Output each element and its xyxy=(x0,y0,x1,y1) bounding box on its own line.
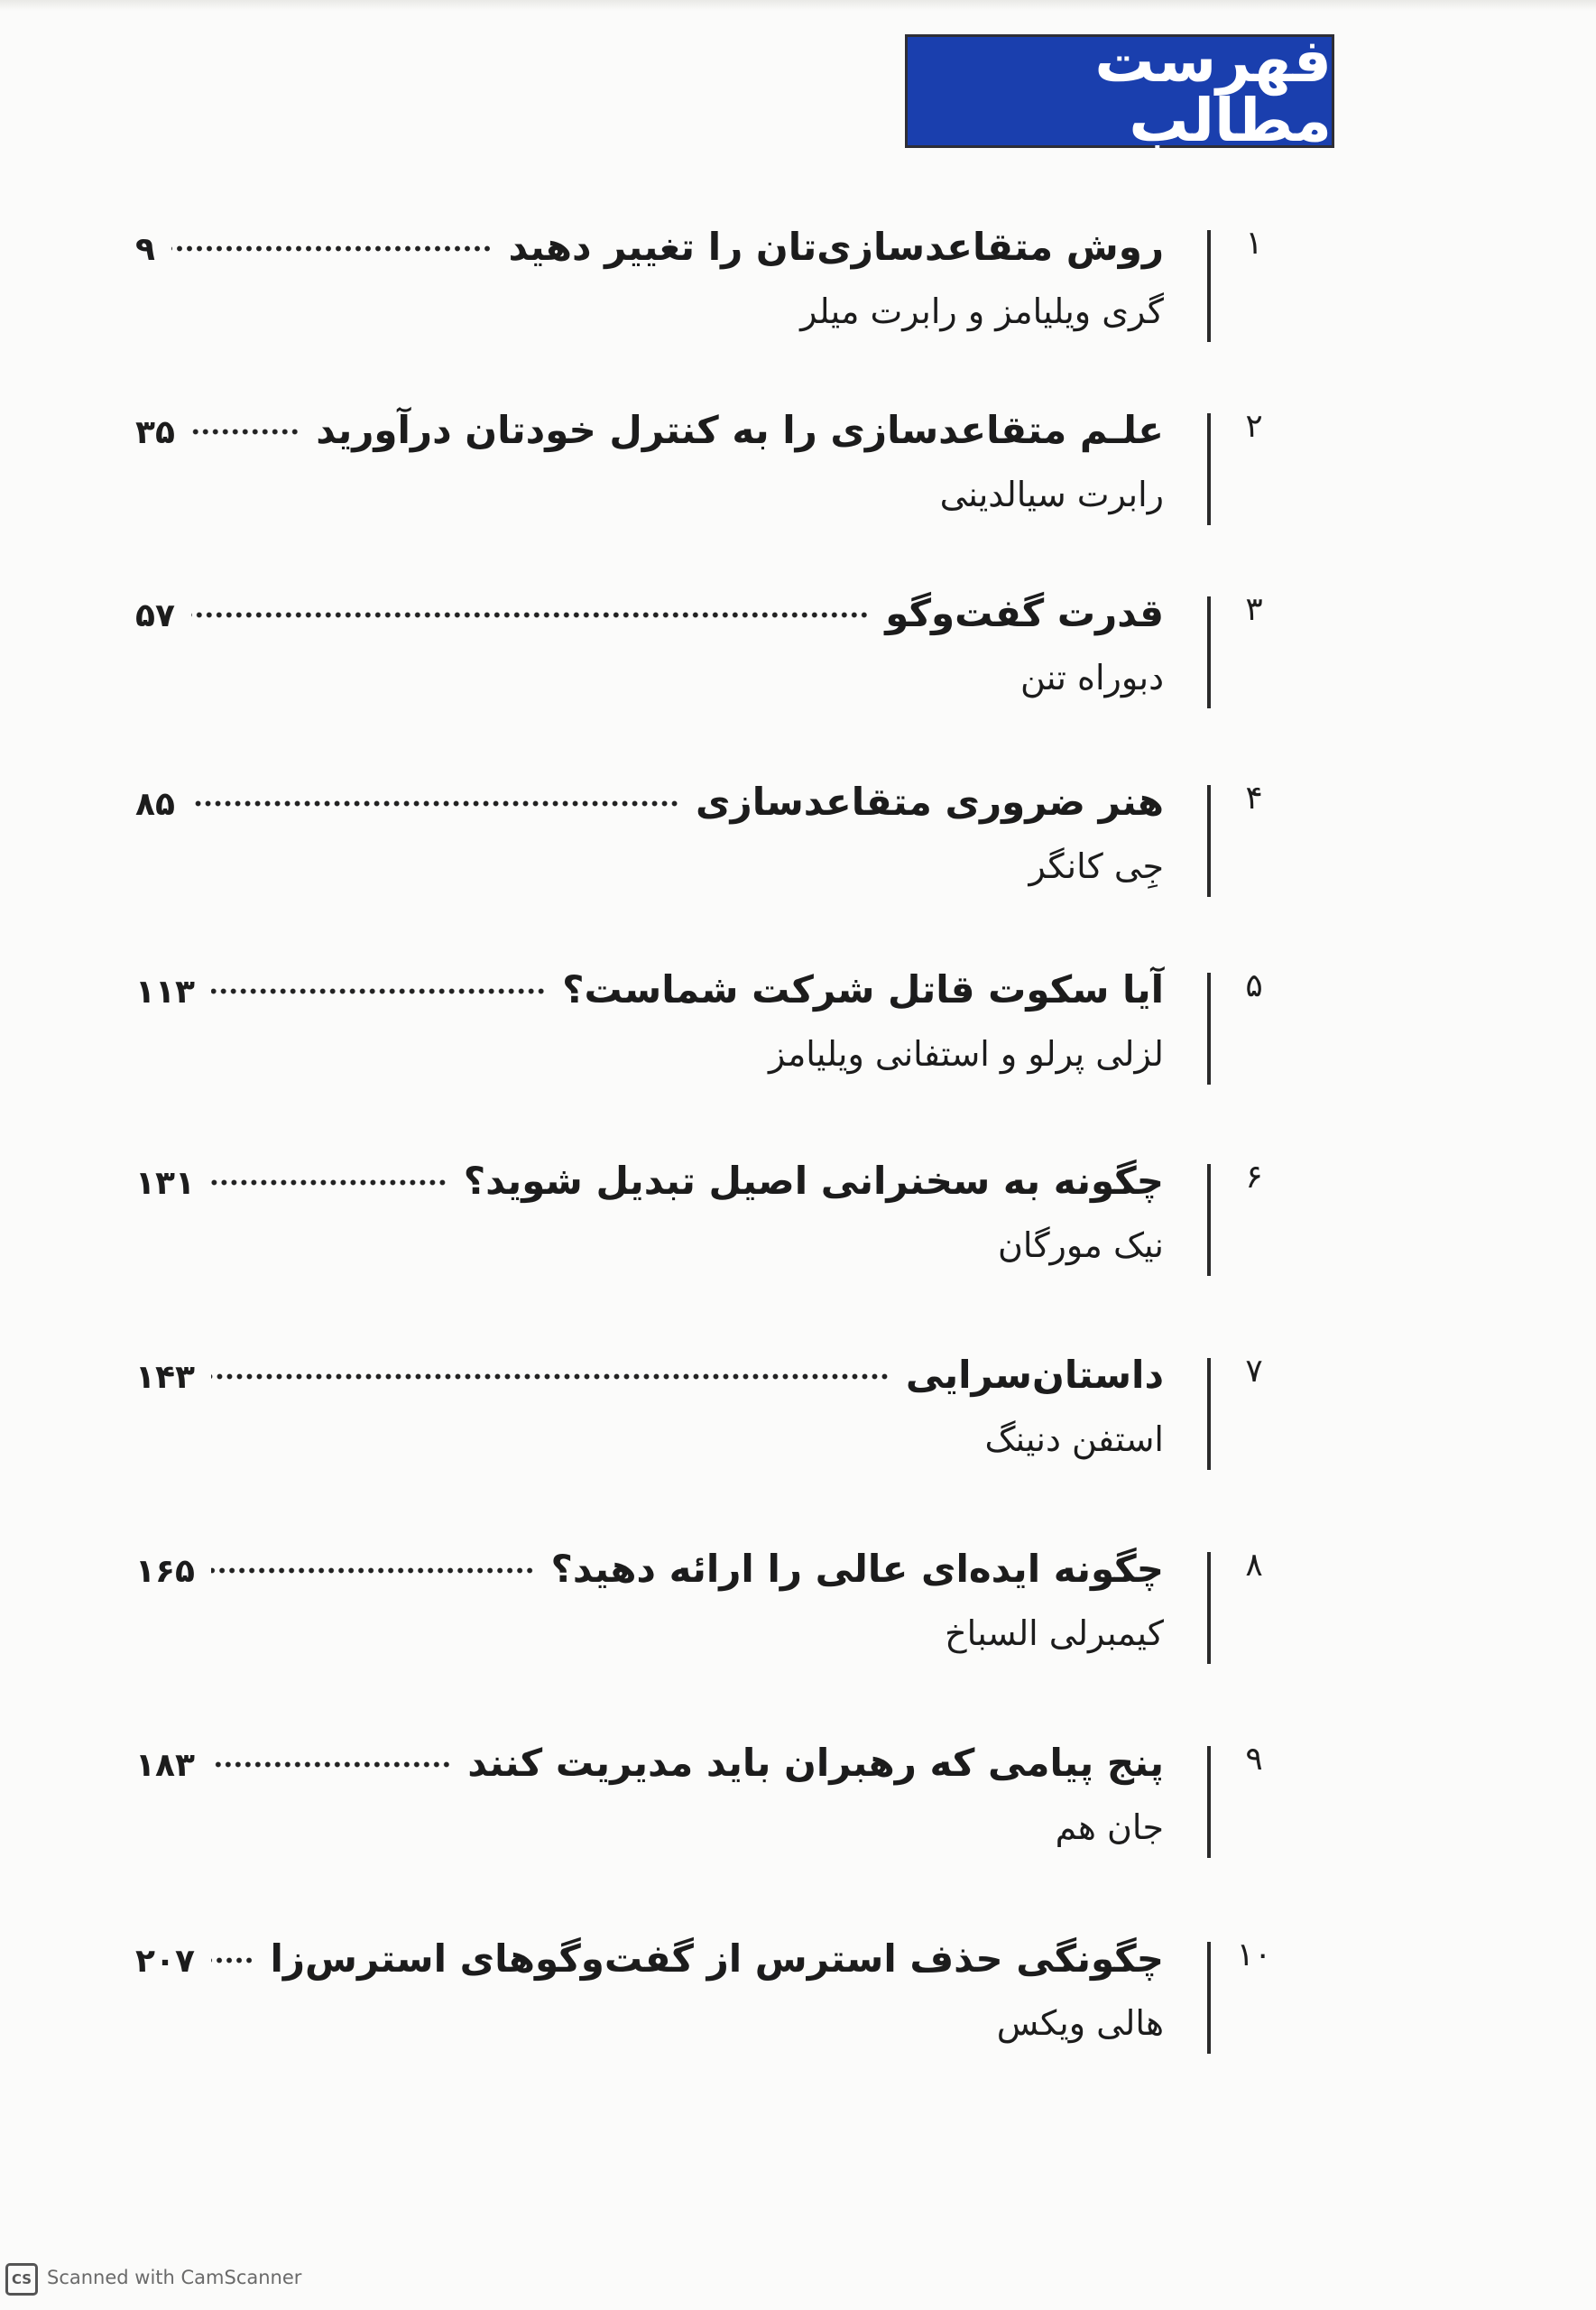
entry-line xyxy=(135,219,1164,278)
entry-line xyxy=(135,586,1164,644)
entry-line xyxy=(135,1347,1164,1406)
entry-divider xyxy=(1207,1746,1211,1858)
entry-divider xyxy=(1207,1942,1211,2054)
toc-entry xyxy=(135,1159,1290,1335)
chapter-title: هنر ضروری متقاعدسازی xyxy=(696,780,1164,824)
page-number: ۱۱۳ xyxy=(135,974,195,1011)
dot-leader xyxy=(211,1751,451,1779)
chapter-number: ۷ xyxy=(1245,1353,1263,1390)
chapter-author: هالی ویکس xyxy=(996,2003,1164,2043)
entry-line xyxy=(135,1931,1164,1990)
page-number: ۱۶۵ xyxy=(135,1553,195,1590)
chapter-number: ۱۰ xyxy=(1236,1936,1272,1973)
chapter-author: جان هم xyxy=(1055,1807,1164,1847)
entry-divider xyxy=(1207,230,1211,342)
page-title-box xyxy=(905,26,1334,155)
toc-entry xyxy=(135,591,1290,768)
dot-leader xyxy=(191,419,300,446)
entry-divider xyxy=(1207,1358,1211,1470)
chapter-author: رابرت سیالدینی xyxy=(939,475,1164,514)
chapter-title: چگونگی حذف استرس از گفت‌وگوهای استرس‌زا xyxy=(270,1936,1164,1981)
dot-leader xyxy=(191,602,869,629)
chapter-title: روش متقاعدسازی‌تان را تغییر دهید xyxy=(508,225,1164,269)
entry-divider xyxy=(1207,596,1211,708)
chapter-author: استفن دنینگ xyxy=(984,1419,1164,1459)
page-number: ۸۵ xyxy=(135,786,175,823)
entry-divider xyxy=(1207,1552,1211,1664)
page-edge xyxy=(0,0,1596,11)
dot-leader xyxy=(191,790,679,818)
dot-leader xyxy=(211,1169,447,1197)
chapter-title: داستان‌سرایی xyxy=(905,1353,1164,1397)
page-number: ۱۴۳ xyxy=(135,1359,195,1396)
entry-divider xyxy=(1207,785,1211,897)
dot-leader xyxy=(211,1947,254,1974)
page-number: ۹ xyxy=(135,231,155,268)
page-title: فهرست مطالب xyxy=(1094,26,1332,155)
entry-divider xyxy=(1207,1164,1211,1276)
toc-entry xyxy=(135,408,1290,585)
chapter-title: چگونه ایده‌ای عالی را ارائه دهید؟ xyxy=(550,1547,1164,1591)
chapter-title: چگونه به سخنرانی اصیل تبدیل شوید؟ xyxy=(463,1159,1164,1203)
camscanner-logo: CS xyxy=(5,2263,38,2296)
toc-entry xyxy=(135,1936,1290,2113)
chapter-title: آیا سکوت قاتل شرکت شماست؟ xyxy=(562,967,1164,1012)
dot-leader xyxy=(211,978,546,1005)
dot-leader xyxy=(211,1363,890,1391)
dot-leader xyxy=(211,1557,535,1585)
toc-entry xyxy=(135,1353,1290,1529)
entry-line xyxy=(135,402,1164,461)
toc-entry xyxy=(135,1547,1290,1723)
chapter-number: ۹ xyxy=(1245,1741,1263,1778)
entry-line xyxy=(135,1541,1164,1600)
entry-line xyxy=(135,774,1164,833)
entry-divider xyxy=(1207,413,1211,525)
entry-line xyxy=(135,962,1164,1021)
chapter-author: جِی کانگر xyxy=(1029,846,1164,886)
chapter-author: نیک مورگان xyxy=(997,1225,1164,1265)
chapter-number: ۵ xyxy=(1245,967,1263,1004)
toc-entry xyxy=(135,780,1290,956)
toc-entry xyxy=(135,225,1290,402)
chapter-title: پنج پیامی که رهبران باید مدیریت کنند xyxy=(467,1741,1164,1785)
chapter-title: علـم متقاعدسازی را به کنترل خودتان درآورید xyxy=(316,408,1164,452)
chapter-title: قدرت گفت‌وگو xyxy=(885,591,1164,635)
page-number: ۵۷ xyxy=(135,597,175,634)
page-number: ۳۵ xyxy=(135,414,175,451)
entry-line xyxy=(135,1153,1164,1212)
chapter-author: لزلی پرلو و استفانی ویلیامز xyxy=(768,1034,1164,1074)
chapter-number: ۳ xyxy=(1245,591,1263,628)
page-number: ۱۳۱ xyxy=(135,1165,195,1202)
chapter-author: گری ویلیامز و رابرت میلر xyxy=(800,291,1164,331)
chapter-number: ۴ xyxy=(1245,780,1263,817)
chapter-number: ۶ xyxy=(1245,1159,1263,1196)
chapter-author: دبوراه تنن xyxy=(1020,658,1164,698)
entry-divider xyxy=(1207,973,1211,1085)
entry-line xyxy=(135,1735,1164,1794)
scanner-watermark: Scanned with CamScanner xyxy=(47,2267,302,2288)
dot-leader xyxy=(171,236,493,263)
chapter-author: کیمبرلی السباخ xyxy=(945,1613,1164,1653)
page-number: ۱۸۳ xyxy=(135,1747,195,1784)
toc-entry xyxy=(135,1741,1290,1917)
toc-entry xyxy=(135,967,1290,1144)
chapter-number: ۸ xyxy=(1245,1547,1263,1584)
chapter-number: ۱ xyxy=(1245,225,1263,262)
page-number: ۲۰۷ xyxy=(135,1943,195,1980)
chapter-number: ۲ xyxy=(1245,408,1263,445)
